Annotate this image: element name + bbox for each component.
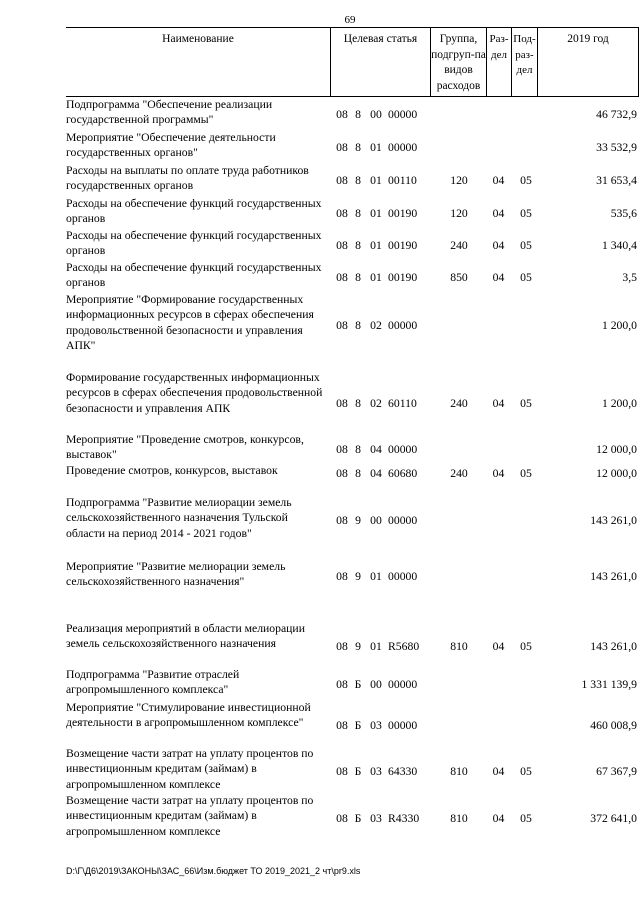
row-subsection: 05 [520,466,532,480]
row-t1: 08 [336,396,348,410]
row-section: 04 [492,640,505,654]
row-name: Расходы на выплаты по оплате труда работников государственных органов [66,164,309,193]
row-t2: 9 [355,640,361,654]
row-name: Возмещение части затрат на уплату процентов по инвестиционным кредитам (займам) в агропромышленном комплексе [66,747,314,791]
table-row [66,463,639,495]
row-subsection: 05 [520,396,532,410]
row-amount: 535,6 [610,207,637,221]
row-amount: 12 000,0 [596,443,637,457]
row-t2: 8 [355,318,361,332]
row-amount: 1 331 139,9 [581,678,637,692]
row-name: Возмещение части затрат на уплату процентов по инвестиционным кредитам (займам) в агропромышленном комплексе [66,794,314,838]
row-t3: 01 [370,239,382,253]
header-name: Наименование [162,33,234,45]
row-amount: 1 200,0 [601,318,637,332]
row-subsection: 05 [520,271,532,285]
row-amount: 3,5 [622,271,637,285]
row-amount: 1 200,0 [601,396,637,410]
row-t3: 00 [370,678,382,692]
row-t4: 00190 [388,239,418,253]
table-row [66,432,639,463]
row-section: 04 [492,239,505,253]
row-name: Подпрограмма "Обеспечение реализации государственной программы" [66,98,273,127]
row-t3: 04 [370,466,382,480]
row-subsection: 05 [520,239,532,253]
row-t3: 00 [370,108,382,122]
row-amount: 143 261,0 [590,570,637,584]
row-name: Мероприятие "Стимулирование инвестиционной деятельности в агропромышленном комплексе" [66,701,311,730]
row-t3: 01 [370,271,382,285]
row-t2: 8 [355,443,361,457]
table-row [66,746,639,793]
row-t4: 00000 [388,570,418,584]
row-t4: 64330 [388,765,418,779]
row-t2: 8 [355,466,361,480]
row-subsection: 05 [520,207,532,221]
row-t4: 60680 [388,466,418,480]
table-row [66,97,639,130]
row-t2: Б [354,812,362,826]
row-name: Мероприятие "Развитие мелиорации земель сельскохозяйственного назначения" [66,560,286,589]
row-amount: 33 532,9 [596,141,637,155]
table-row [66,370,639,432]
row-amount: 143 261,0 [590,514,637,528]
row-t2: 8 [355,396,361,410]
row-t2: 9 [355,514,361,528]
row-t2: Б [354,719,362,733]
row-t2: 8 [355,174,361,188]
row-name: Мероприятие "Обеспечение деятельности государственных органов" [66,131,276,160]
row-subsection: 05 [520,174,532,188]
row-t1: 08 [336,719,348,733]
row-t3: 04 [370,443,382,457]
row-t3: 03 [370,812,382,826]
row-section: 04 [492,396,505,410]
row-t3: 01 [370,207,382,221]
row-t4: 00190 [388,271,418,285]
row-t4: 00000 [388,678,418,692]
table-row [66,163,639,196]
row-t4: 00110 [388,174,417,188]
row-t2: 8 [355,141,361,155]
row-amount: 67 367,9 [596,765,637,779]
row-group: 810 [450,812,468,826]
row-t3: 03 [370,719,382,733]
row-name: Расходы на обеспечение функций государственных органов [66,197,322,226]
row-name: Расходы на обеспечение функций государственных органов [66,261,322,290]
table-row [66,667,639,700]
row-t4: 00190 [388,207,418,221]
row-group: 240 [450,466,468,480]
row-t1: 08 [336,174,348,188]
row-name: Мероприятие "Проведение смотров, конкурсов, выставок" [66,433,304,462]
row-t1: 08 [336,812,348,826]
row-t1: 08 [336,318,348,332]
table-row [66,260,639,292]
row-t4: 00000 [388,141,418,155]
row-t2: 8 [355,271,361,285]
table-row [66,793,639,840]
row-group: 240 [450,396,468,410]
row-t4: R5680 [388,640,420,654]
header-section: Раз-дел [486,28,511,96]
header-group: Группа, подгруп-па видов расходов [430,28,486,96]
table-row [66,228,639,260]
row-t3: 01 [370,570,382,584]
row-t3: 03 [370,765,382,779]
page-number: 69 [344,14,356,26]
row-group: 120 [450,207,468,221]
row-t2: 8 [355,207,361,221]
row-section: 04 [492,466,505,480]
row-t4: R4330 [388,812,420,826]
table-row [66,196,639,228]
table-row [66,130,639,163]
row-group: 850 [450,271,468,285]
row-t1: 08 [336,271,348,285]
row-t1: 08 [336,678,348,692]
row-group: 810 [450,765,468,779]
row-amount: 46 732,9 [596,108,637,122]
row-t3: 01 [370,174,382,188]
row-name: Подпрограмма "Развитие мелиорации земель сельскохозяйственного назначения Тульской области на период 2014 - 2021 годов" [66,496,292,540]
row-t4: 00000 [388,108,418,122]
row-t1: 08 [336,640,348,654]
footer-path: D:\Г\Д6\2019\ЗАКОНЫ\ЗАС_66\Изм.бюджет ТО 2019_2021_2 чт\pr9.xls [66,866,361,876]
row-t2: 8 [355,108,361,122]
row-t2: Б [354,678,362,692]
budget-table [66,97,639,840]
row-t1: 08 [336,108,348,122]
row-group: 240 [450,239,468,253]
row-section: 04 [492,207,505,221]
row-amount: 143 261,0 [590,640,637,654]
row-section: 04 [492,174,505,188]
header-target: Целевая статья [330,28,430,96]
row-t1: 08 [336,443,348,457]
row-amount: 12 000,0 [596,466,637,480]
header-subsection: Под-раз-дел [511,28,537,96]
row-t3: 00 [370,514,382,528]
row-amount: 1 340,4 [601,239,637,253]
row-t3: 01 [370,640,382,654]
row-amount: 31 653,4 [596,174,637,188]
row-subsection: 05 [520,765,532,779]
row-t1: 08 [336,466,348,480]
row-t1: 08 [336,765,348,779]
row-t1: 08 [336,207,348,221]
row-t3: 02 [370,318,382,332]
row-t2: 8 [355,239,361,253]
row-name: Формирование государственных информационных ресурсов в сферах обеспечения продовольственной безопасности и управления АПК [66,371,323,415]
row-group: 120 [450,174,468,188]
row-section: 04 [492,812,505,826]
row-amount: 460 008,9 [590,719,637,733]
row-t4: 00000 [388,514,418,528]
row-subsection: 05 [520,812,532,826]
table-row [66,559,639,621]
row-name: Мероприятие "Формирование государственных информационных ресурсов в сферах обеспечения продовольственной безопасности и управления АПК" [66,293,314,353]
header-year: 2019 год [537,28,639,96]
row-section: 04 [492,271,505,285]
row-t4: 00000 [388,318,418,332]
table-row [66,495,639,559]
row-t1: 08 [336,514,348,528]
row-group: 810 [450,640,468,654]
row-t3: 01 [370,141,382,155]
row-t2: 9 [355,570,361,584]
table-row [66,292,639,370]
row-amount: 372 641,0 [590,812,637,826]
row-t4: 00000 [388,443,418,457]
row-name: Подпрограмма "Развитие отраслей агропромышленного комплекса" [66,668,240,697]
row-t1: 08 [336,570,348,584]
row-t3: 02 [370,396,382,410]
row-subsection: 05 [520,640,532,654]
row-t4: 00000 [388,719,418,733]
table-row [66,700,639,746]
row-t4: 60110 [388,396,417,410]
row-section: 04 [492,765,505,779]
row-t1: 08 [336,239,348,253]
table-header [66,27,639,97]
row-name: Расходы на обеспечение функций государственных органов [66,229,322,258]
row-t2: Б [354,765,362,779]
table-row [66,621,639,667]
row-name: Проведение смотров, конкурсов, выставок [66,464,278,477]
row-t1: 08 [336,141,348,155]
row-name: Реализация мероприятий в области мелиорации земель сельскохозяйственного назначения [66,622,305,651]
